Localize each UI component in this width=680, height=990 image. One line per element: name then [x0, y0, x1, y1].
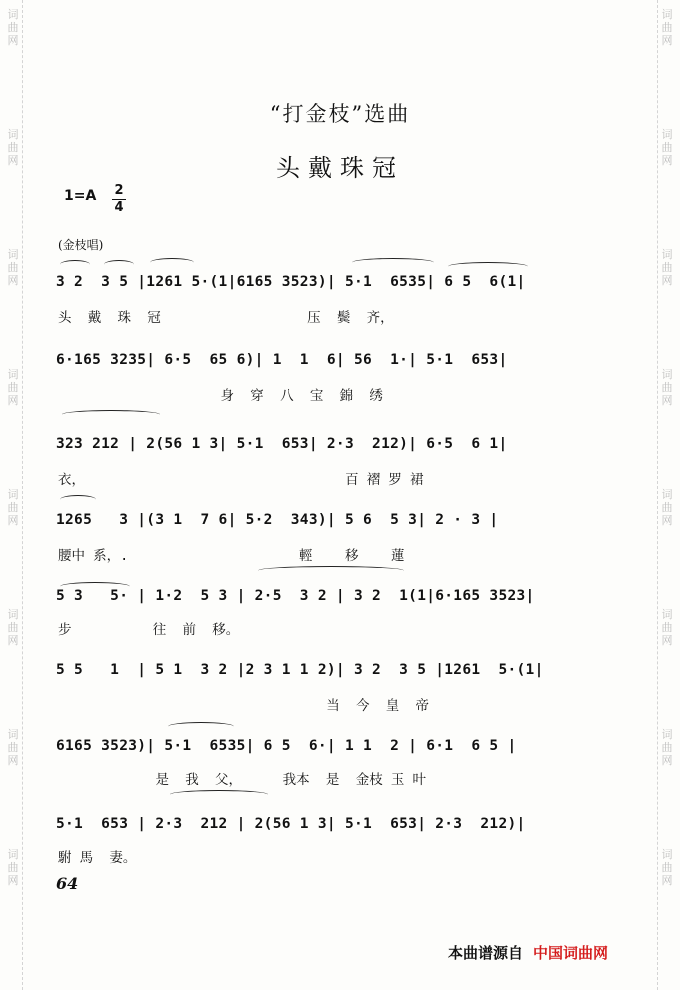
watermark-group: 词 曲 网	[661, 848, 673, 887]
source-site-link[interactable]: 中国词曲网	[533, 944, 609, 962]
source-footer	[448, 942, 608, 963]
time-signature-top: 2	[114, 183, 124, 198]
score-notes-line: 6165 3523)| 5·1 6535| 6 5 6·| 1 1 2 | 6·1 6 5 |	[56, 738, 517, 754]
score-notes-line: 323 212 | 2(56 1 3| 5·1 653| 2·3 212)| 6·5 6 1|	[56, 436, 508, 452]
score-notes-line: 1265 3 |(3 1 7 6| 5·2 343)| 5 6 5 3| 2 · 3 |	[56, 512, 499, 528]
time-signature-bottom: 4	[114, 200, 124, 215]
watermark-group: 词 曲 网	[7, 248, 19, 287]
score-lyrics-line: 身 穿 八 宝 錦 绣	[58, 388, 383, 404]
song-title: “打金枝”选曲	[269, 102, 411, 126]
score-notes-line: 3 2 3 5 |1261 5·(1|6165 3523)| 5·1 6535| 6 5 6(1|	[56, 274, 526, 290]
watermark-group: 词 曲 网	[661, 488, 673, 527]
watermark-group: 词 曲 网	[7, 728, 19, 767]
watermark-group: 词 曲 网	[7, 8, 19, 47]
watermark-group: 词 曲 网	[661, 128, 673, 167]
song-subtitle: 头戴珠冠	[276, 154, 404, 182]
score-notes-line: 5 3 5· | 1·2 5 3 | 2·5 3 2 | 3 2 1(1|6·165 3523|	[56, 588, 535, 604]
score-lyrics-line: 腰中 系，. 輕 移 蓮	[58, 548, 405, 564]
score-lyrics-line: 头 戴 珠 冠 压 鬓 齐，	[58, 310, 394, 326]
watermark-group: 词 曲 网	[661, 368, 673, 407]
score-lyrics-line: 衣， 百 褶 罗 裙	[58, 472, 424, 488]
watermark-group: 词 曲 网	[661, 8, 673, 47]
watermark-group: 词 曲 网	[7, 488, 19, 527]
score-lyrics-line: 步 往 前 移。	[58, 622, 240, 638]
page-number: 64	[56, 874, 79, 893]
score-notes-line: 5·1 653 | 2·3 212 | 2(56 1 3| 5·1 653| 2·3 212)|	[56, 816, 526, 832]
watermark-group: 词 曲 网	[7, 128, 19, 167]
watermark-group: 词 曲 网	[661, 608, 673, 647]
watermark-group: 词 曲 网	[661, 728, 673, 767]
time-signature	[112, 184, 126, 215]
watermark-group: 词 曲 网	[7, 848, 19, 887]
score-lyrics-line: 駙 馬 妻。	[58, 850, 137, 866]
role-label: (金枝唱)	[58, 238, 104, 252]
watermark-group: 词 曲 网	[7, 368, 19, 407]
watermark-group: 词 曲 网	[661, 248, 673, 287]
key-signature: 1=A	[64, 188, 97, 204]
score-lyrics-line: 是 我 父， 我本 是 金枝 玉 叶	[58, 772, 426, 788]
score-notes-line: 5 5 1 | 5 1 3 2 |2 3 1 1 2)| 3 2 3 5 |1261 5·(1|	[56, 662, 544, 678]
score-notes-line: 6·165 3235| 6·5 65 6)| 1 1 6| 56 1·| 5·1 653|	[56, 352, 508, 368]
watermark-group: 词 曲 网	[7, 608, 19, 647]
score-lyrics-line: 当 今 皇 帝	[58, 698, 429, 714]
source-label: 本曲谱源自	[448, 944, 524, 962]
